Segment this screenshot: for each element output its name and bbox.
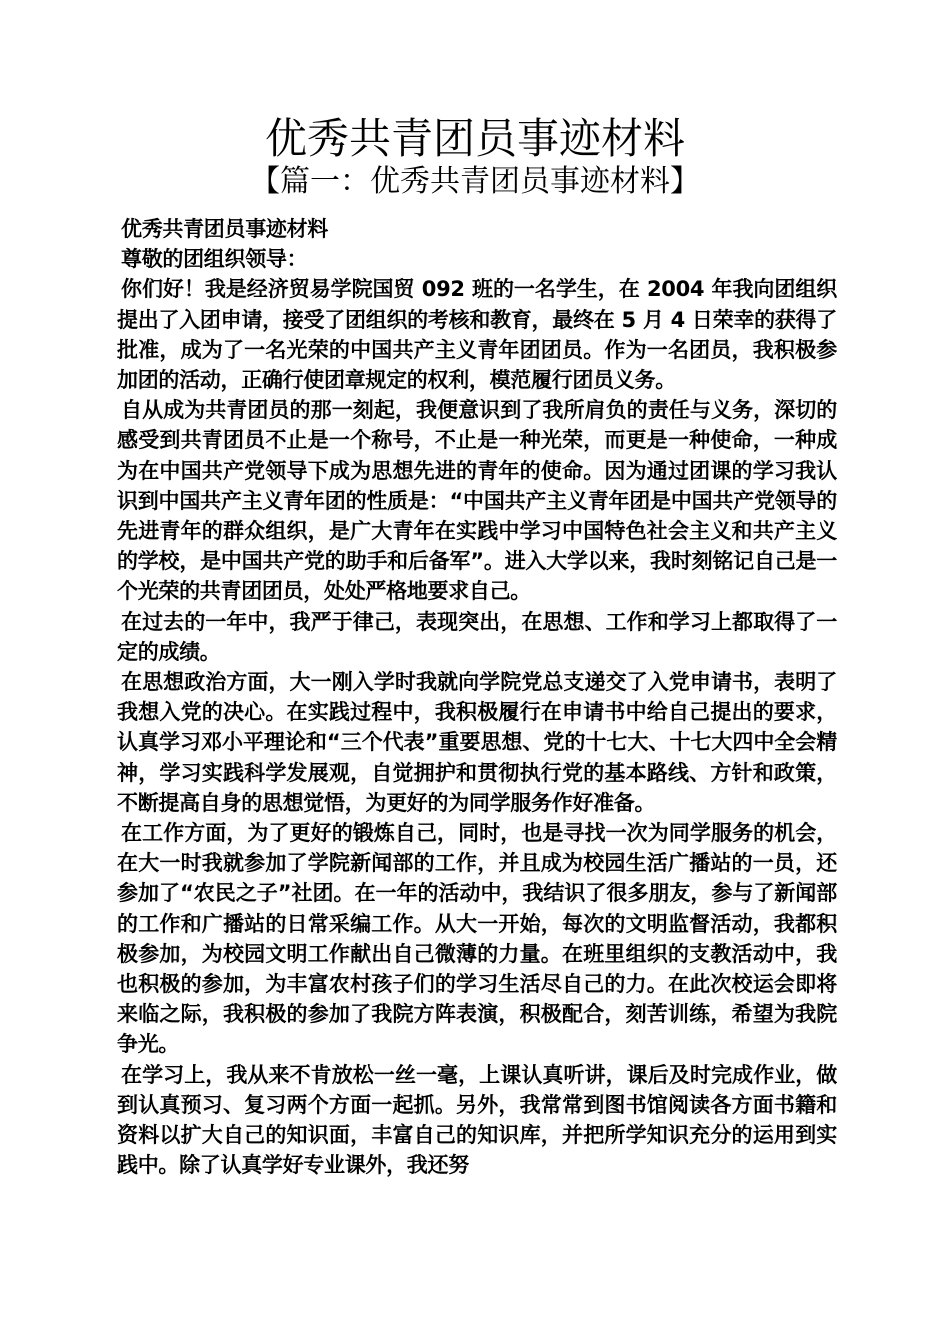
document-body bbox=[117, 214, 837, 1181]
document-title: 优秀共青团员事迹材料 bbox=[264, 114, 685, 163]
paragraph-1: 你们好！我是经济贸易学院国贸 092 班的一名学生，在 2004 年我向团组织提出了入团申请，接受了团组织的考核和教育，最终在 5 月 4 日荣幸的获得了批准，成为了一名光荣的中国共产主义青年团团员。作为一名团员，我积极参加团的活动，正确行使团章规定的权利，模范履行团员义务。 bbox=[117, 277, 837, 393]
paragraph-6: 在学习上，我从来不肯放松一丝一毫，上课认真听讲，课后及时完成作业，做到认真预习、复习两个方面一起抓。另外，我常常到图书馆阅读各方面书籍和资料以扩大自己的知识面，丰富自己的知识库，并把所学知识充分的运用到实践中。除了认真学好专业课外，我还努 bbox=[117, 1062, 837, 1178]
paragraph-4: 在思想政治方面，大一刚入学时我就向学院党总支递交了入党申请书，表明了我想入党的决心。在实践过程中，我积极履行在申请书中给自己提出的要求，认真学习邓小平理论和“三个代表”重要思想、党的十七大、十七大四中全会精神，学习实践科学发展观，自觉拥护和贯彻执行党的基本路线、方针和政策，不断提高自身的思想觉悟，为更好的为同学服务作好准备。 bbox=[117, 670, 837, 815]
paragraph-3: 在过去的一年中，我严于律己，表现突出，在思想、工作和学习上都取得了一定的成绩。 bbox=[117, 609, 837, 664]
document-subtitle: 【篇一：优秀共青团员事迹材料】 bbox=[250, 164, 700, 199]
paragraph-2: 自从成为共青团员的那一刻起，我便意识到了我所肩负的责任与义务，深切的感受到共青团员不止是一个称号，不止是一种光荣，而更是一种使命，一种成为在中国共产党领导下成为思想先进的青年的使命。因为通过团课的学习我认识到中国共产主义青年团的性质是：“中国共产主义青年团是中国共产党领导的先进青年的群众组织，是广大青年在实践中学习中国特色社会主义和共产主义的学校，是中国共产党的助手和后备军”。进入大学以来，我时刻铭记自己是一个光荣的共青团团员，处处严格地要求自己。 bbox=[117, 398, 837, 604]
paragraph-5: 在工作方面，为了更好的锻炼自己，同时，也是寻找一次为同学服务的机会，在大一时我就参加了学院新闻部的工作，并且成为校园生活广播站的一员，还参加了“农民之子”社团。在一年的活动中，我结识了很多朋友，参与了新闻部的工作和广播站的日常采编工作。从大一开始，每次的文明监督活动，我都积极参加，为校园文明工作献出自己微薄的力量。在班里组织的支教活动中，我也积极的参加，为丰富农村孩子们的学习生活尽自己的力。在此次校运会即将来临之际，我积极的参加了我院方阵表演，积极配合，刻苦训练，希望为我院争光。 bbox=[117, 821, 837, 1057]
salutation: 尊敬的团组织领导： bbox=[121, 247, 308, 272]
section-heading: 优秀共青团员事迹材料 bbox=[121, 217, 328, 241]
